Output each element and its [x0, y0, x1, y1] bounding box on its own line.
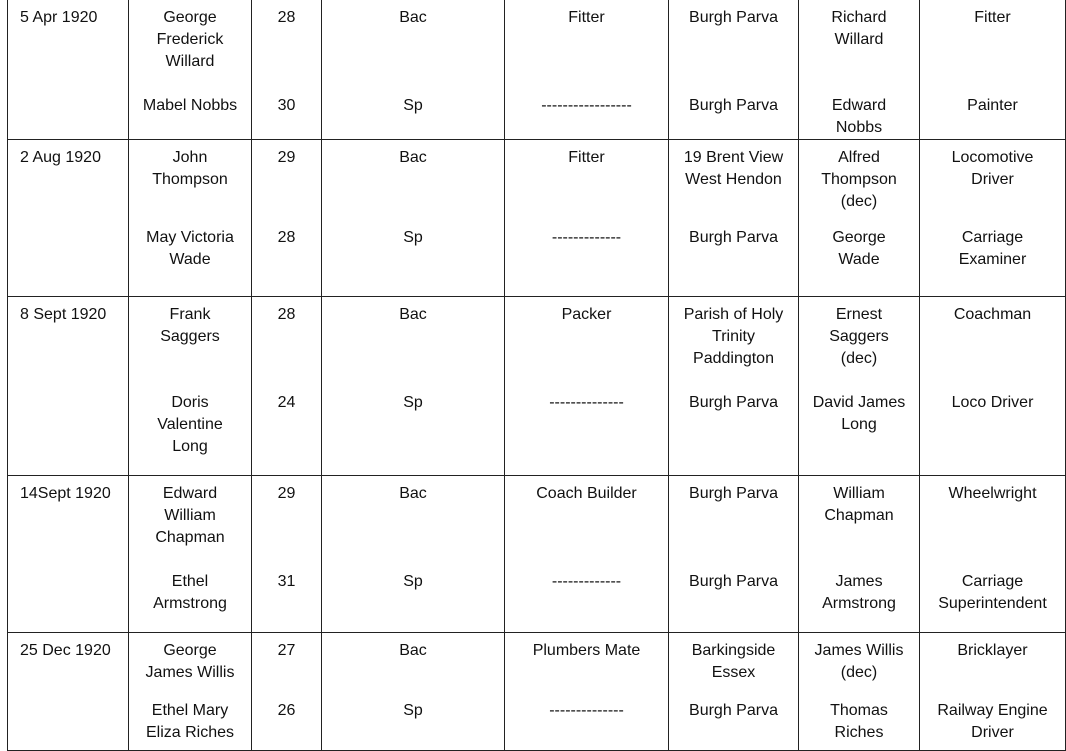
register-row: [8, 0, 1066, 140]
bride-name-line: Ethel: [171, 573, 209, 590]
groom-name-line: James Willis: [145, 664, 235, 681]
marriage-date-cell: [8, 0, 129, 140]
bride-residence: [669, 571, 798, 593]
bride-name-line: Mabel Nobbs: [142, 97, 238, 114]
groom-father-occupation-line: Driver: [971, 171, 1014, 188]
bride-residence: [669, 700, 798, 722]
bride-age-line: 28: [277, 229, 296, 246]
name-cell-content: [129, 0, 251, 139]
groom-occupation: [505, 297, 668, 326]
condition-cell: [322, 0, 505, 140]
name-cell: [129, 0, 252, 140]
bride-condition: [322, 227, 504, 249]
groom-residence-line: Trinity: [712, 328, 755, 345]
groom-father-line: (dec): [840, 664, 878, 681]
marriage-date: 5 Apr 1920: [20, 9, 98, 26]
groom-father-line: Alfred: [838, 149, 880, 166]
bride-occupation-line: --------------: [549, 394, 624, 411]
occupation-cell-content: [505, 0, 668, 139]
bride-father-occupation: [920, 700, 1065, 744]
bride-name-line: Long: [172, 438, 208, 455]
bride-father-line: James: [835, 573, 883, 590]
groom-father-line: James Willis: [814, 642, 904, 659]
residence-cell-content: [669, 140, 798, 296]
groom-father-occupation-line: Locomotive: [951, 149, 1034, 166]
bride-father-line: Nobbs: [835, 119, 883, 136]
groom-father-occupation: [920, 0, 1065, 29]
groom-father-name: [799, 476, 919, 527]
bride-age: [252, 571, 321, 593]
bride-age-line: 31: [277, 573, 296, 590]
marriage-date: 14Sept 1920: [20, 485, 111, 502]
condition-cell: [322, 140, 505, 297]
bride-name: [129, 700, 251, 744]
register-row: [8, 476, 1066, 633]
groom-name-line: Frank: [169, 306, 211, 323]
groom-father-occupation: [920, 633, 1065, 662]
groom-name-line: Frederick: [156, 31, 224, 48]
bride-father-line: Thomas: [830, 702, 888, 719]
father-occupation-cell: [920, 0, 1066, 140]
bride-name: [129, 392, 251, 458]
name-cell-content: [129, 633, 251, 750]
father-name-cell-content: [799, 297, 919, 475]
occupation-cell: [505, 633, 669, 751]
groom-name-line: George: [163, 9, 217, 26]
bride-father-name: [799, 95, 919, 139]
groom-occupation: [505, 140, 668, 169]
groom-occupation: [505, 0, 668, 29]
marriage-date-cell: [8, 633, 129, 751]
bride-occupation-line: -------------: [551, 229, 622, 246]
condition-cell: [322, 476, 505, 633]
groom-age-line: 29: [277, 149, 296, 166]
groom-age-line: 29: [277, 485, 296, 502]
bride-residence-line: Burgh Parva: [689, 394, 778, 411]
bride-residence: [669, 392, 798, 414]
bride-name-line: May Victoria: [146, 229, 234, 246]
groom-age: [252, 0, 321, 29]
groom-residence-line: Barkingside: [691, 642, 776, 659]
bride-condition: [322, 95, 504, 117]
bride-occupation-line: -----------------: [541, 97, 632, 114]
bride-condition-line: Sp: [403, 702, 423, 719]
marriage-register-table: [7, 0, 1066, 751]
groom-name-line: Chapman: [155, 529, 225, 546]
groom-residence-line: Paddington: [693, 350, 774, 367]
bride-residence-line: Burgh Parva: [689, 573, 778, 590]
groom-age-line: 27: [277, 642, 296, 659]
bride-age-line: 30: [277, 97, 296, 114]
groom-name: [129, 297, 251, 348]
father-name-cell: [799, 140, 920, 297]
bride-name-line: Ethel Mary: [151, 702, 229, 719]
marriage-date-cell-content: [20, 297, 128, 475]
name-cell: [129, 633, 252, 751]
bride-father-occupation-line: Superintendent: [938, 595, 1047, 612]
bride-father-line: George: [832, 229, 886, 246]
groom-residence: [669, 140, 798, 191]
bride-father-occupation: [920, 392, 1065, 414]
age-cell-content: [252, 140, 321, 296]
father-name-cell: [799, 0, 920, 140]
groom-father-occupation-line: Coachman: [953, 306, 1032, 323]
bride-father-line: Long: [841, 416, 877, 433]
groom-condition-line: Bac: [399, 485, 427, 502]
bride-name-line: Armstrong: [153, 595, 227, 612]
groom-name: [129, 140, 251, 191]
residence-cell-content: [669, 297, 798, 475]
groom-condition: [322, 0, 504, 29]
condition-cell: [322, 633, 505, 751]
condition-cell-content: [322, 633, 504, 750]
bride-father-occupation-line: Examiner: [958, 251, 1027, 268]
groom-name-line: William: [164, 507, 216, 524]
name-cell: [129, 140, 252, 297]
bride-father-line: Armstrong: [822, 595, 896, 612]
residence-cell: [669, 140, 799, 297]
groom-residence: [669, 476, 798, 505]
groom-condition-line: Bac: [399, 642, 427, 659]
age-cell-content: [252, 0, 321, 139]
bride-condition-line: Sp: [403, 229, 423, 246]
register-row: [8, 297, 1066, 476]
father-occupation-cell: [920, 297, 1066, 476]
groom-age-line: 28: [277, 9, 296, 26]
bride-occupation: [505, 700, 668, 722]
condition-cell-content: [322, 476, 504, 632]
groom-father-line: (dec): [840, 350, 878, 367]
name-cell: [129, 297, 252, 476]
groom-residence-line: 19 Brent View: [683, 149, 784, 166]
bride-father-line: Wade: [838, 251, 880, 268]
bride-father-occupation-line: Carriage: [961, 573, 1024, 590]
bride-father-occupation-line: Railway Engine: [937, 702, 1048, 719]
condition-cell: [322, 297, 505, 476]
bride-father-name: [799, 700, 919, 744]
bride-name: [129, 95, 251, 117]
bride-father-occupation-line: Loco Driver: [951, 394, 1034, 411]
groom-occupation-line: Fitter: [568, 9, 605, 26]
groom-name-line: George: [163, 642, 217, 659]
father-occupation-cell: [920, 633, 1066, 751]
bride-condition-line: Sp: [403, 394, 423, 411]
father-occupation-cell-content: [920, 476, 1065, 632]
occupation-cell-content: [505, 633, 668, 750]
groom-condition: [322, 140, 504, 169]
occupation-cell: [505, 0, 669, 140]
bride-father-line: David James: [812, 394, 906, 411]
occupation-cell-content: [505, 297, 668, 475]
father-occupation-cell-content: [920, 0, 1065, 139]
groom-condition: [322, 633, 504, 662]
groom-father-occupation-line: Fitter: [974, 9, 1011, 26]
marriage-date-cell: [8, 476, 129, 633]
occupation-cell: [505, 476, 669, 633]
bride-residence-line: Burgh Parva: [689, 229, 778, 246]
groom-condition: [322, 297, 504, 326]
groom-father-line: (dec): [840, 193, 878, 210]
bride-occupation: [505, 227, 668, 249]
residence-cell: [669, 633, 799, 751]
marriage-date: 8 Sept 1920: [20, 306, 107, 323]
bride-occupation-line: -------------: [551, 573, 622, 590]
residence-cell-content: [669, 633, 798, 750]
marriage-date: 25 Dec 1920: [20, 642, 111, 659]
marriage-date-cell: [8, 140, 129, 297]
groom-condition-line: Bac: [399, 9, 427, 26]
bride-father-name: [799, 392, 919, 436]
groom-father-line: Thompson: [821, 171, 897, 188]
groom-condition-line: Bac: [399, 149, 427, 166]
bride-father-line: Edward: [831, 97, 887, 114]
groom-occupation-line: Plumbers Mate: [532, 642, 641, 659]
register-row: [8, 140, 1066, 297]
groom-residence-line: Burgh Parva: [689, 9, 778, 26]
father-name-cell-content: [799, 476, 919, 632]
groom-name: [129, 0, 251, 73]
condition-cell-content: [322, 0, 504, 139]
groom-age: [252, 633, 321, 662]
groom-father-line: William: [833, 485, 885, 502]
age-cell: [252, 297, 322, 476]
father-name-cell-content: [799, 0, 919, 139]
condition-cell-content: [322, 140, 504, 296]
father-name-cell: [799, 476, 920, 633]
father-occupation-cell-content: [920, 633, 1065, 750]
groom-father-line: Richard: [831, 9, 887, 26]
groom-residence: [669, 297, 798, 370]
groom-age-line: 28: [277, 306, 296, 323]
register-row: [8, 633, 1066, 751]
age-cell: [252, 633, 322, 751]
groom-father-occupation: [920, 140, 1065, 191]
groom-father-occupation: [920, 297, 1065, 326]
father-name-cell-content: [799, 140, 919, 296]
groom-name-line: Edward: [162, 485, 218, 502]
groom-occupation: [505, 633, 668, 662]
bride-condition: [322, 571, 504, 593]
marriage-date-cell-content: [20, 140, 128, 296]
bride-father-occupation: [920, 227, 1065, 271]
residence-cell-content: [669, 0, 798, 139]
age-cell-content: [252, 297, 321, 475]
bride-father-name: [799, 227, 919, 271]
age-cell-content: [252, 476, 321, 632]
father-name-cell: [799, 297, 920, 476]
bride-name-line: Doris: [171, 394, 209, 411]
bride-father-line: Riches: [834, 724, 884, 741]
groom-occupation-line: Coach Builder: [536, 485, 637, 502]
groom-name: [129, 476, 251, 549]
bride-name: [129, 227, 251, 271]
bride-name-line: Eliza Riches: [145, 724, 235, 741]
bride-residence-line: Burgh Parva: [689, 97, 778, 114]
bride-occupation: [505, 95, 668, 117]
groom-age: [252, 476, 321, 505]
groom-father-line: Willard: [834, 31, 884, 48]
groom-father-name: [799, 140, 919, 213]
groom-residence: [669, 633, 798, 684]
bride-residence-line: Burgh Parva: [689, 702, 778, 719]
name-cell-content: [129, 476, 251, 632]
groom-residence-line: Parish of Holy: [683, 306, 784, 323]
groom-condition: [322, 476, 504, 505]
bride-age: [252, 227, 321, 249]
bride-residence: [669, 227, 798, 249]
groom-father-occupation-line: Wheelwright: [948, 485, 1037, 502]
groom-name: [129, 633, 251, 684]
bride-residence: [669, 95, 798, 117]
name-cell: [129, 476, 252, 633]
groom-father-occupation-line: Bricklayer: [957, 642, 1028, 659]
bride-condition-line: Sp: [403, 97, 423, 114]
groom-name-line: Saggers: [160, 328, 220, 345]
groom-residence-line: West Hendon: [685, 171, 782, 188]
bride-occupation: [505, 571, 668, 593]
groom-age: [252, 297, 321, 326]
groom-father-occupation: [920, 476, 1065, 505]
occupation-cell: [505, 297, 669, 476]
father-occupation-cell: [920, 476, 1066, 633]
groom-father-name: [799, 633, 919, 684]
occupation-cell: [505, 140, 669, 297]
occupation-cell-content: [505, 476, 668, 632]
groom-occupation: [505, 476, 668, 505]
condition-cell-content: [322, 297, 504, 475]
residence-cell: [669, 0, 799, 140]
bride-father-occupation-line: Painter: [967, 97, 1018, 114]
marriage-date-cell-content: [20, 633, 128, 750]
marriage-date-cell-content: [20, 476, 128, 632]
name-cell-content: [129, 140, 251, 296]
groom-residence-line: Burgh Parva: [689, 485, 778, 502]
bride-name: [129, 571, 251, 615]
bride-condition-line: Sp: [403, 573, 423, 590]
groom-name-line: Willard: [165, 53, 215, 70]
bride-father-occupation: [920, 95, 1065, 117]
bride-father-name: [799, 571, 919, 615]
father-occupation-cell-content: [920, 140, 1065, 296]
bride-age-line: 26: [277, 702, 296, 719]
residence-cell-content: [669, 476, 798, 632]
bride-name-line: Valentine: [157, 416, 223, 433]
bride-age: [252, 700, 321, 722]
groom-age: [252, 140, 321, 169]
register-body: [8, 0, 1066, 751]
bride-age: [252, 95, 321, 117]
bride-father-occupation-line: Carriage: [961, 229, 1024, 246]
occupation-cell-content: [505, 140, 668, 296]
bride-name-line: Wade: [169, 251, 211, 268]
bride-condition: [322, 700, 504, 722]
groom-residence: [669, 0, 798, 29]
residence-cell: [669, 476, 799, 633]
groom-father-name: [799, 0, 919, 51]
bride-condition: [322, 392, 504, 414]
name-cell-content: [129, 297, 251, 475]
father-occupation-cell: [920, 140, 1066, 297]
bride-age-line: 24: [277, 394, 296, 411]
father-occupation-cell-content: [920, 297, 1065, 475]
father-name-cell: [799, 633, 920, 751]
bride-father-occupation-line: Driver: [971, 724, 1014, 741]
age-cell: [252, 140, 322, 297]
groom-occupation-line: Fitter: [568, 149, 605, 166]
bride-occupation-line: --------------: [549, 702, 624, 719]
groom-name-line: John: [172, 149, 208, 166]
groom-name-line: Thompson: [152, 171, 228, 188]
groom-father-line: Chapman: [824, 507, 894, 524]
marriage-date: 2 Aug 1920: [20, 149, 101, 166]
age-cell: [252, 0, 322, 140]
groom-father-line: Saggers: [829, 328, 889, 345]
father-name-cell-content: [799, 633, 919, 750]
groom-occupation-line: Packer: [561, 306, 612, 323]
residence-cell: [669, 297, 799, 476]
marriage-date-cell: [8, 297, 129, 476]
marriage-date-cell-content: [20, 0, 128, 139]
age-cell-content: [252, 633, 321, 750]
groom-residence-line: Essex: [711, 664, 756, 681]
bride-father-occupation: [920, 571, 1065, 615]
groom-condition-line: Bac: [399, 306, 427, 323]
age-cell: [252, 476, 322, 633]
bride-occupation: [505, 392, 668, 414]
bride-age: [252, 392, 321, 414]
groom-father-name: [799, 297, 919, 370]
groom-father-line: Ernest: [835, 306, 883, 323]
